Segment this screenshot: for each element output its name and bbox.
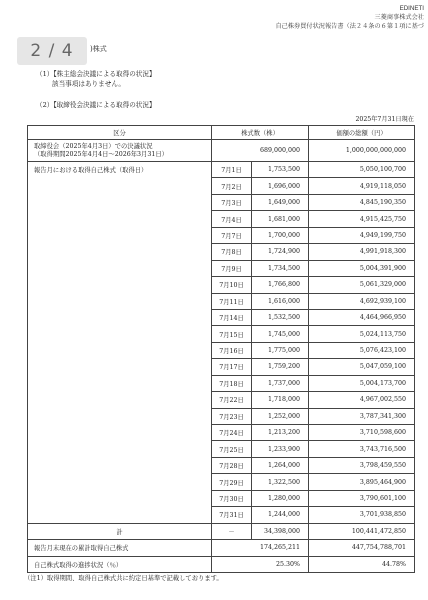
amount-cell: 5,004,173,700 <box>309 375 415 391</box>
cumulative-amount: 447,754,788,701 <box>309 540 415 556</box>
acquisition-date: 7月4日 <box>212 211 252 227</box>
header-shares: 株式数（株） <box>212 126 309 140</box>
amount-cell: 3,798,459,550 <box>309 457 415 473</box>
table-header-row <box>28 126 415 140</box>
shares-cell: 1,718,000 <box>252 392 309 408</box>
total-amount: 100,441,472,850 <box>309 523 415 539</box>
acquisition-date: 7月23日 <box>212 408 252 424</box>
acquisition-date: 7月7日 <box>212 227 252 243</box>
shares-cell: 1,280,000 <box>252 490 309 506</box>
acquisition-date: 7月30日 <box>212 490 252 506</box>
total-row <box>28 523 415 539</box>
amount-cell: 5,050,100,700 <box>309 162 415 178</box>
cumulative-label: 報告月末現在の累計取得自己株式 <box>28 540 212 556</box>
cumulative-shares: 174,265,211 <box>212 540 309 556</box>
acquisition-date: 7月11日 <box>212 293 252 309</box>
monthly-label: 報告月における取得自己株式（取得日） <box>28 162 212 524</box>
acquisition-date: 7月3日 <box>212 194 252 210</box>
acquisition-date: 7月10日 <box>212 277 252 293</box>
cumulative-row <box>28 540 415 556</box>
amount-cell: 4,967,002,550 <box>309 392 415 408</box>
document-header <box>276 5 425 31</box>
acquisition-date: 7月16日 <box>212 342 252 358</box>
subsection-2-label: （2）【取締役会決議による取得の状況】 <box>36 101 156 109</box>
acquisition-date: 7月29日 <box>212 474 252 490</box>
shares-cell: 1,233,900 <box>252 441 309 457</box>
acquisition-date: 7月8日 <box>212 244 252 260</box>
acquisition-date: 7月28日 <box>212 457 252 473</box>
progress-shares: 25.30% <box>212 556 309 572</box>
shares-cell: 1,322,500 <box>252 474 309 490</box>
header-amount: 価額の総額（円） <box>309 126 415 140</box>
shares-cell: 1,737,000 <box>252 375 309 391</box>
shares-cell: 1,700,000 <box>252 227 309 243</box>
shares-cell: 1,616,000 <box>252 293 309 309</box>
shares-cell: 1,734,500 <box>252 260 309 276</box>
acquisition-date: 7月18日 <box>212 375 252 391</box>
total-shares: 34,398,000 <box>252 523 309 539</box>
progress-label: 自己株式取得の進捗状況（％） <box>28 556 212 572</box>
shares-cell: 1,532,500 <box>252 309 309 325</box>
acquisition-date: 7月2日 <box>212 178 252 194</box>
resolution-label-line2: （取得期間2025年4月4日～2026年3月31日） <box>34 150 168 158</box>
acquisition-date: 7月25日 <box>212 441 252 457</box>
subsection-1-body: 該当事項はありません。 <box>52 80 125 88</box>
amount-cell: 4,991,918,300 <box>309 244 415 260</box>
shares-cell: 1,649,000 <box>252 194 309 210</box>
amount-cell: 3,790,601,100 <box>309 490 415 506</box>
amount-cell: 4,692,939,100 <box>309 293 415 309</box>
shares-cell: 1,696,000 <box>252 178 309 194</box>
shares-cell: 1,252,000 <box>252 408 309 424</box>
acquisition-date: 7月1日 <box>212 162 252 178</box>
total-dash: － <box>212 523 252 539</box>
shares-cell: 1,213,200 <box>252 425 309 441</box>
amount-cell: 5,047,059,100 <box>309 359 415 375</box>
amount-cell: 4,845,190,350 <box>309 194 415 210</box>
amount-cell: 3,701,938,850 <box>309 507 415 523</box>
amount-cell: 3,710,598,600 <box>309 425 415 441</box>
amount-cell: 4,919,118,050 <box>309 178 415 194</box>
acquisition-table <box>27 125 415 573</box>
company-name: 三菱商事株式会社 <box>374 13 424 21</box>
resolution-label <box>28 140 212 162</box>
acquisition-date: 7月14日 <box>212 309 252 325</box>
acquisition-date: 7月24日 <box>212 425 252 441</box>
progress-amount: 44.78% <box>309 556 415 572</box>
as-of-date: 2025年7月31日現在 <box>355 116 414 123</box>
footnote: （注1）取得期間、取得自己株式共に約定日基準で記載しております。 <box>24 575 223 582</box>
page-indicator: 2 / 4 <box>17 37 87 65</box>
amount-cell: 5,076,423,100 <box>309 342 415 358</box>
amount-cell: 5,024,113,750 <box>309 326 415 342</box>
amount-cell: 3,743,716,500 <box>309 441 415 457</box>
shares-cell: 1,244,000 <box>252 507 309 523</box>
shares-cell: 1,264,000 <box>252 457 309 473</box>
report-title: 自己株券買付状況報告書（法２４条の６第１項に基づ <box>275 22 424 30</box>
amount-cell: 4,949,199,750 <box>309 227 415 243</box>
amount-cell: 3,895,464,900 <box>309 474 415 490</box>
amount-cell: 5,004,391,900 <box>309 260 415 276</box>
amount-cell: 3,787,341,300 <box>309 408 415 424</box>
acquisition-date: 7月9日 <box>212 260 252 276</box>
shares-cell: 1,766,800 <box>252 277 309 293</box>
header-category: 区分 <box>28 126 212 140</box>
shares-cell: 1,724,900 <box>252 244 309 260</box>
section-title: )株式 <box>90 45 107 53</box>
table-row <box>28 162 415 178</box>
shares-cell: 1,759,200 <box>252 359 309 375</box>
acquisition-date: 7月31日 <box>212 507 252 523</box>
resolution-row <box>28 140 415 162</box>
subsection-1-label: （1）【株主総会決議による取得の状況】 <box>36 70 156 78</box>
amount-cell: 4,464,966,950 <box>309 309 415 325</box>
amount-cell: 5,061,329,000 <box>309 277 415 293</box>
progress-row <box>28 556 415 572</box>
resolution-amount: 1,000,000,000,000 <box>309 140 415 162</box>
shares-cell: 1,745,000 <box>252 326 309 342</box>
resolution-shares: 689,000,000 <box>212 140 309 162</box>
resolution-label-line1: 取締役会（2025年4月3日）での決議状況 <box>34 142 153 150</box>
shares-cell: 1,753,500 <box>252 162 309 178</box>
shares-cell: 1,775,000 <box>252 342 309 358</box>
shares-cell: 1,681,000 <box>252 211 309 227</box>
acquisition-date: 7月15日 <box>212 326 252 342</box>
total-label: 計 <box>28 523 212 539</box>
acquisition-date: 7月22日 <box>212 392 252 408</box>
amount-cell: 4,915,425,750 <box>309 211 415 227</box>
acquisition-date: 7月17日 <box>212 359 252 375</box>
edinet-code: EDINETI <box>399 5 424 12</box>
